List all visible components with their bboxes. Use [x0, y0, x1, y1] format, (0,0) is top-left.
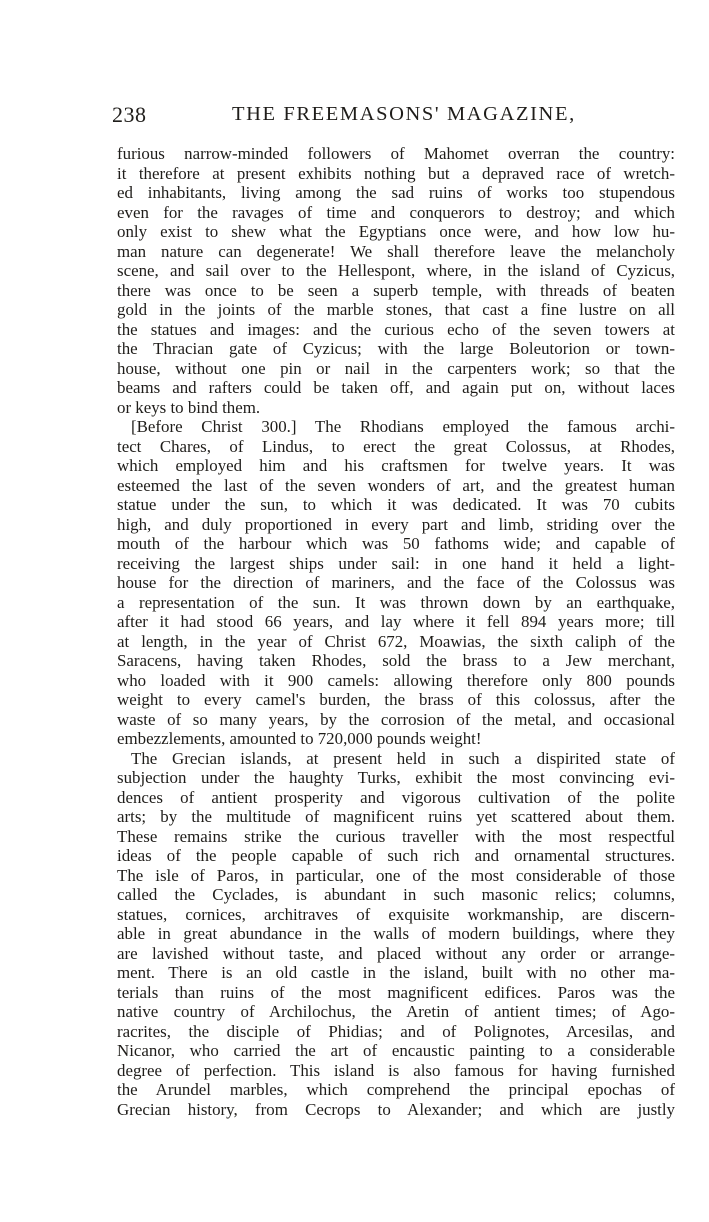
text-line: Grecian history, from Cecrops to Alexander; and which are justly — [117, 1099, 675, 1119]
text-line: racrites, the disciple of Phidias; and of Polignotes, Arcesilas, and — [117, 1021, 675, 1041]
text-line: called the Cyclades, is abundant in such masonic relics; columns, — [117, 885, 675, 904]
text-line: terials than ruins of the most magnificent edifices. Paros was the — [117, 982, 675, 1002]
text-line: high, and duly proportioned in every part and limb, striding over the — [117, 514, 675, 534]
text-line: the Arundel marbles, which comprehend the principal epochas of — [117, 1080, 675, 1099]
text-line: are lavished without taste, and placed without any order or arrange- — [117, 943, 675, 963]
text-line: who loaded with it 900 camels: allowing therefore only 800 pounds — [117, 670, 675, 690]
text-line: dences of antient prosperity and vigorous cultivation of the polite — [117, 787, 675, 807]
page-number: 238 — [112, 102, 147, 127]
text-line: ment. There is an old castle in the island, built with no other ma- — [117, 963, 675, 982]
text-line: native country of Archilochus, the Aretin of antient times; of Ago- — [117, 1002, 675, 1021]
text-line: mouth of the harbour which was 50 fathoms wide; and capable of — [117, 534, 675, 553]
text-line: ed inhabitants, living among the sad ruins of works too stupendous — [117, 183, 675, 202]
text-line: house for the direction of mariners, and the face of the Colossus was — [117, 573, 675, 592]
text-line: statues, cornices, architraves of exquisite workmanship, are discern- — [117, 904, 675, 924]
text-line: the statues and images: and the curious echo of the seven towers at — [117, 319, 675, 339]
text-line: scene, and sail over to the Hellespont, where, in the island of Cyzicus, — [117, 261, 675, 280]
text-line: gold in the joints of the marble stones, that cast a fine lustre on all — [117, 300, 675, 319]
text-line: furious narrow-minded followers of Mahomet overran the country: — [117, 144, 675, 163]
text-line: These remains strike the curious traveller with the most respectful — [117, 826, 675, 846]
text-line: house, without one pin or nail in the carpenters work; so that the — [117, 358, 675, 378]
text-line: the Thracian gate of Cyzicus; with the large Boleutorion or town- — [117, 339, 675, 358]
text-line: it therefore at present exhibits nothing but a depraved race of wretch- — [117, 163, 675, 183]
text-line: ideas of the people capable of such rich and ornamental structures. — [117, 846, 675, 865]
text-line: statue under the sun, to which it was dedicated. It was 70 cubits — [117, 495, 675, 514]
body-text — [117, 144, 675, 1119]
text-line: which employed him and his craftsmen for twelve years. It was — [117, 456, 675, 475]
text-line: at length, in the year of Christ 672, Moawias, the sixth caliph of the — [117, 631, 675, 651]
text-line: beams and rafters could be taken off, and again put on, without laces — [117, 378, 675, 397]
text-line: weight to every camel's burden, the brass of this colossus, after the — [117, 690, 675, 709]
running-head — [112, 102, 680, 136]
text-line: there was once to be seen a superb temple, with threads of beaten — [117, 280, 675, 300]
journal-title: THE FREEMASONS' MAGAZINE, — [232, 103, 576, 125]
text-line: man nature can degenerate! We shall therefore leave the melancholy — [117, 241, 675, 261]
text-line: receiving the largest ships under sail: in one hand it held a light- — [117, 553, 675, 573]
text-line: [Before Christ 300.] The Rhodians employed the famous archi- — [131, 417, 675, 436]
text-line: a representation of the sun. It was thrown down by an earthquake, — [117, 592, 675, 612]
text-line: able in great abundance in the walls of modern buildings, where they — [117, 924, 675, 943]
text-line: only exist to shew what the Egyptians once were, and how low hu- — [117, 222, 675, 241]
text-line: esteemed the last of the seven wonders of art, and the greatest human — [117, 475, 675, 495]
text-line: subjection under the haughty Turks, exhibit the most convincing evi- — [117, 768, 675, 787]
text-line: or keys to bind them. — [117, 397, 261, 417]
text-line: Saracens, having taken Rhodes, sold the brass to a Jew merchant, — [117, 651, 675, 670]
text-line: even for the ravages of time and conquerors to destroy; and which — [117, 202, 675, 222]
text-line: The isle of Paros, in particular, one of the most considerable of those — [117, 865, 675, 885]
text-line: degree of perfection. This island is also famous for having furnished — [117, 1060, 675, 1080]
text-line: waste of so many years, by the corrosion of the metal, and occasional — [117, 709, 675, 729]
text-line: The Grecian islands, at present held in such a dispirited state of — [131, 748, 675, 768]
text-line: arts; by the multitude of magnificent ruins yet scattered about them. — [117, 807, 675, 826]
text-line: tect Chares, of Lindus, to erect the great Colossus, at Rhodes, — [117, 436, 675, 456]
text-line: Nicanor, who carried the art of encaustic painting to a considerable — [117, 1041, 675, 1060]
text-line: embezzlements, amounted to 720,000 pounds weight! — [117, 729, 482, 748]
text-line: after it had stood 66 years, and lay where it fell 894 years more; till — [117, 612, 675, 631]
